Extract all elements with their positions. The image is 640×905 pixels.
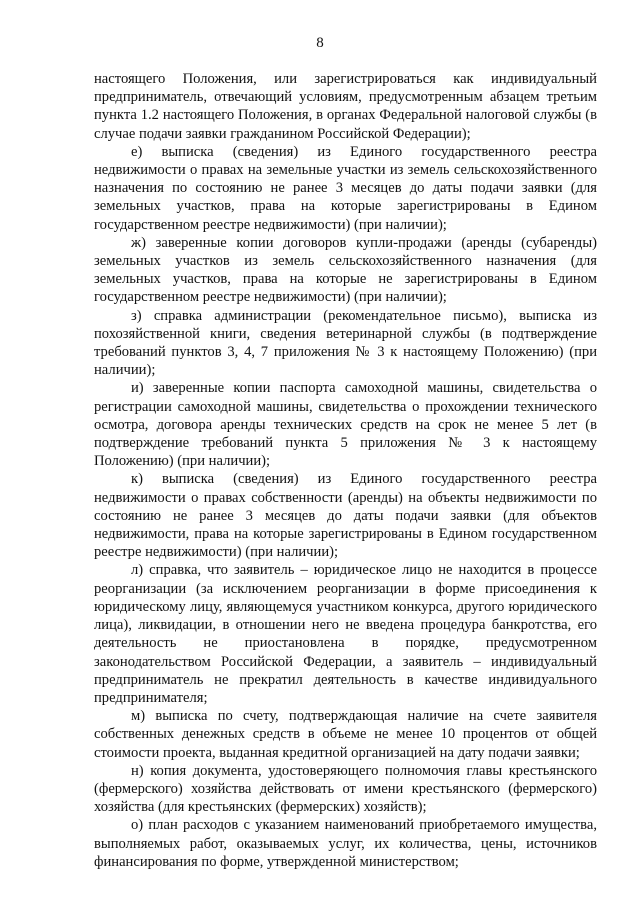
paragraph-item-i: и) заверенные копии паспорта самоходной машины, свидетельства о регистрации самоходной машины, свидетельства о прохождении технического осмотра, договора аренды технических средств на срок не менее 5 лет (в подтверждение требований пункта 5 приложения № 3 к настоящему Положению) (при наличии); [94,380,597,470]
paragraph-item-k: к) выписка (сведения) из Единого государственного реестра недвижимости о правах собственности (аренды) на объекты недвижимости по состоянию не ранее 3 месяцев до даты подачи заявки (для объектов недвижимости, права на которые зарегистрированы в Едином государственном реестре недвижимости) (при наличии); [94,471,597,561]
paragraph-continuation: настоящего Положения, или зарегистрироваться как индивидуальный предприниматель, отвечающий условиям, предусмотренным абзацем третьим пункта 1.2 настоящего Положения, в органах Федеральной налоговой службы (в случае подачи заявки гражданином Российской Федерации); [94,71,597,142]
page-number: 8 [316,35,324,51]
paragraph-item-z: з) справка администрации (рекомендательное письмо), выписка из похозяйственной книги, сведения ветеринарной службы (в подтверждение требований пунктов 3, 4, 7 приложения № 3 к настоящему Положению) (при наличии); [94,307,597,379]
document-body [94,70,597,871]
paragraph-item-m: м) выписка по счету, подтверждающая наличие на счете заявителя собственных денежных средств в объеме не менее 10 процентов от общей стоимости проекта, выданная кредитной организацией на дату подачи заявки; [94,708,597,761]
paragraph-item-e: е) выписка (сведения) из Единого государственного реестра недвижимости о правах на земельные участки из земель сельскохозяйственного назначения по состоянию не ранее 3 месяцев до даты подачи заявки (для земельных участков, права на которые зарегистрированы в Едином государственном реестре недвижимости) (при наличии); [94,143,597,233]
paragraph-item-o: о) план расходов с указанием наименований приобретаемого имущества, выполняемых работ, оказываемых услуг, их количества, цены, источников финансирования по форме, утвержденной министерством; [94,817,597,870]
paragraph-item-l: л) справка, что заявитель – юридическое лицо не находится в процессе реорганизации (за исключением реорганизации в форме присоединения к юридическому лицу, являющемуся участником конкурса, другого юридического лица), ликвидации, в отношении него не введена процедура банкротства, его деятельность не приостановлена в порядке, предусмотренном законодательством Российской Федерации, а заявитель – индивидуальный предприниматель не прекратил деятельность в качестве индивидуального предпринимателя; [94,562,597,706]
paragraph-item-n: н) копия документа, удостоверяющего полномочия главы крестьянского (фермерского) хозяйства действовать от имени крестьянского (фермерского) хозяйства (для крестьянских (фермерских) хозяйств); [94,762,597,816]
paragraph-item-zh: ж) заверенные копии договоров купли-продажи (аренды (субаренды) земельных участков из земель сельскохозяйственного назначения (для земельных участков, права на которые не зарегистрированы в Едином государственном реестре недвижимости) (при наличии); [94,234,597,306]
